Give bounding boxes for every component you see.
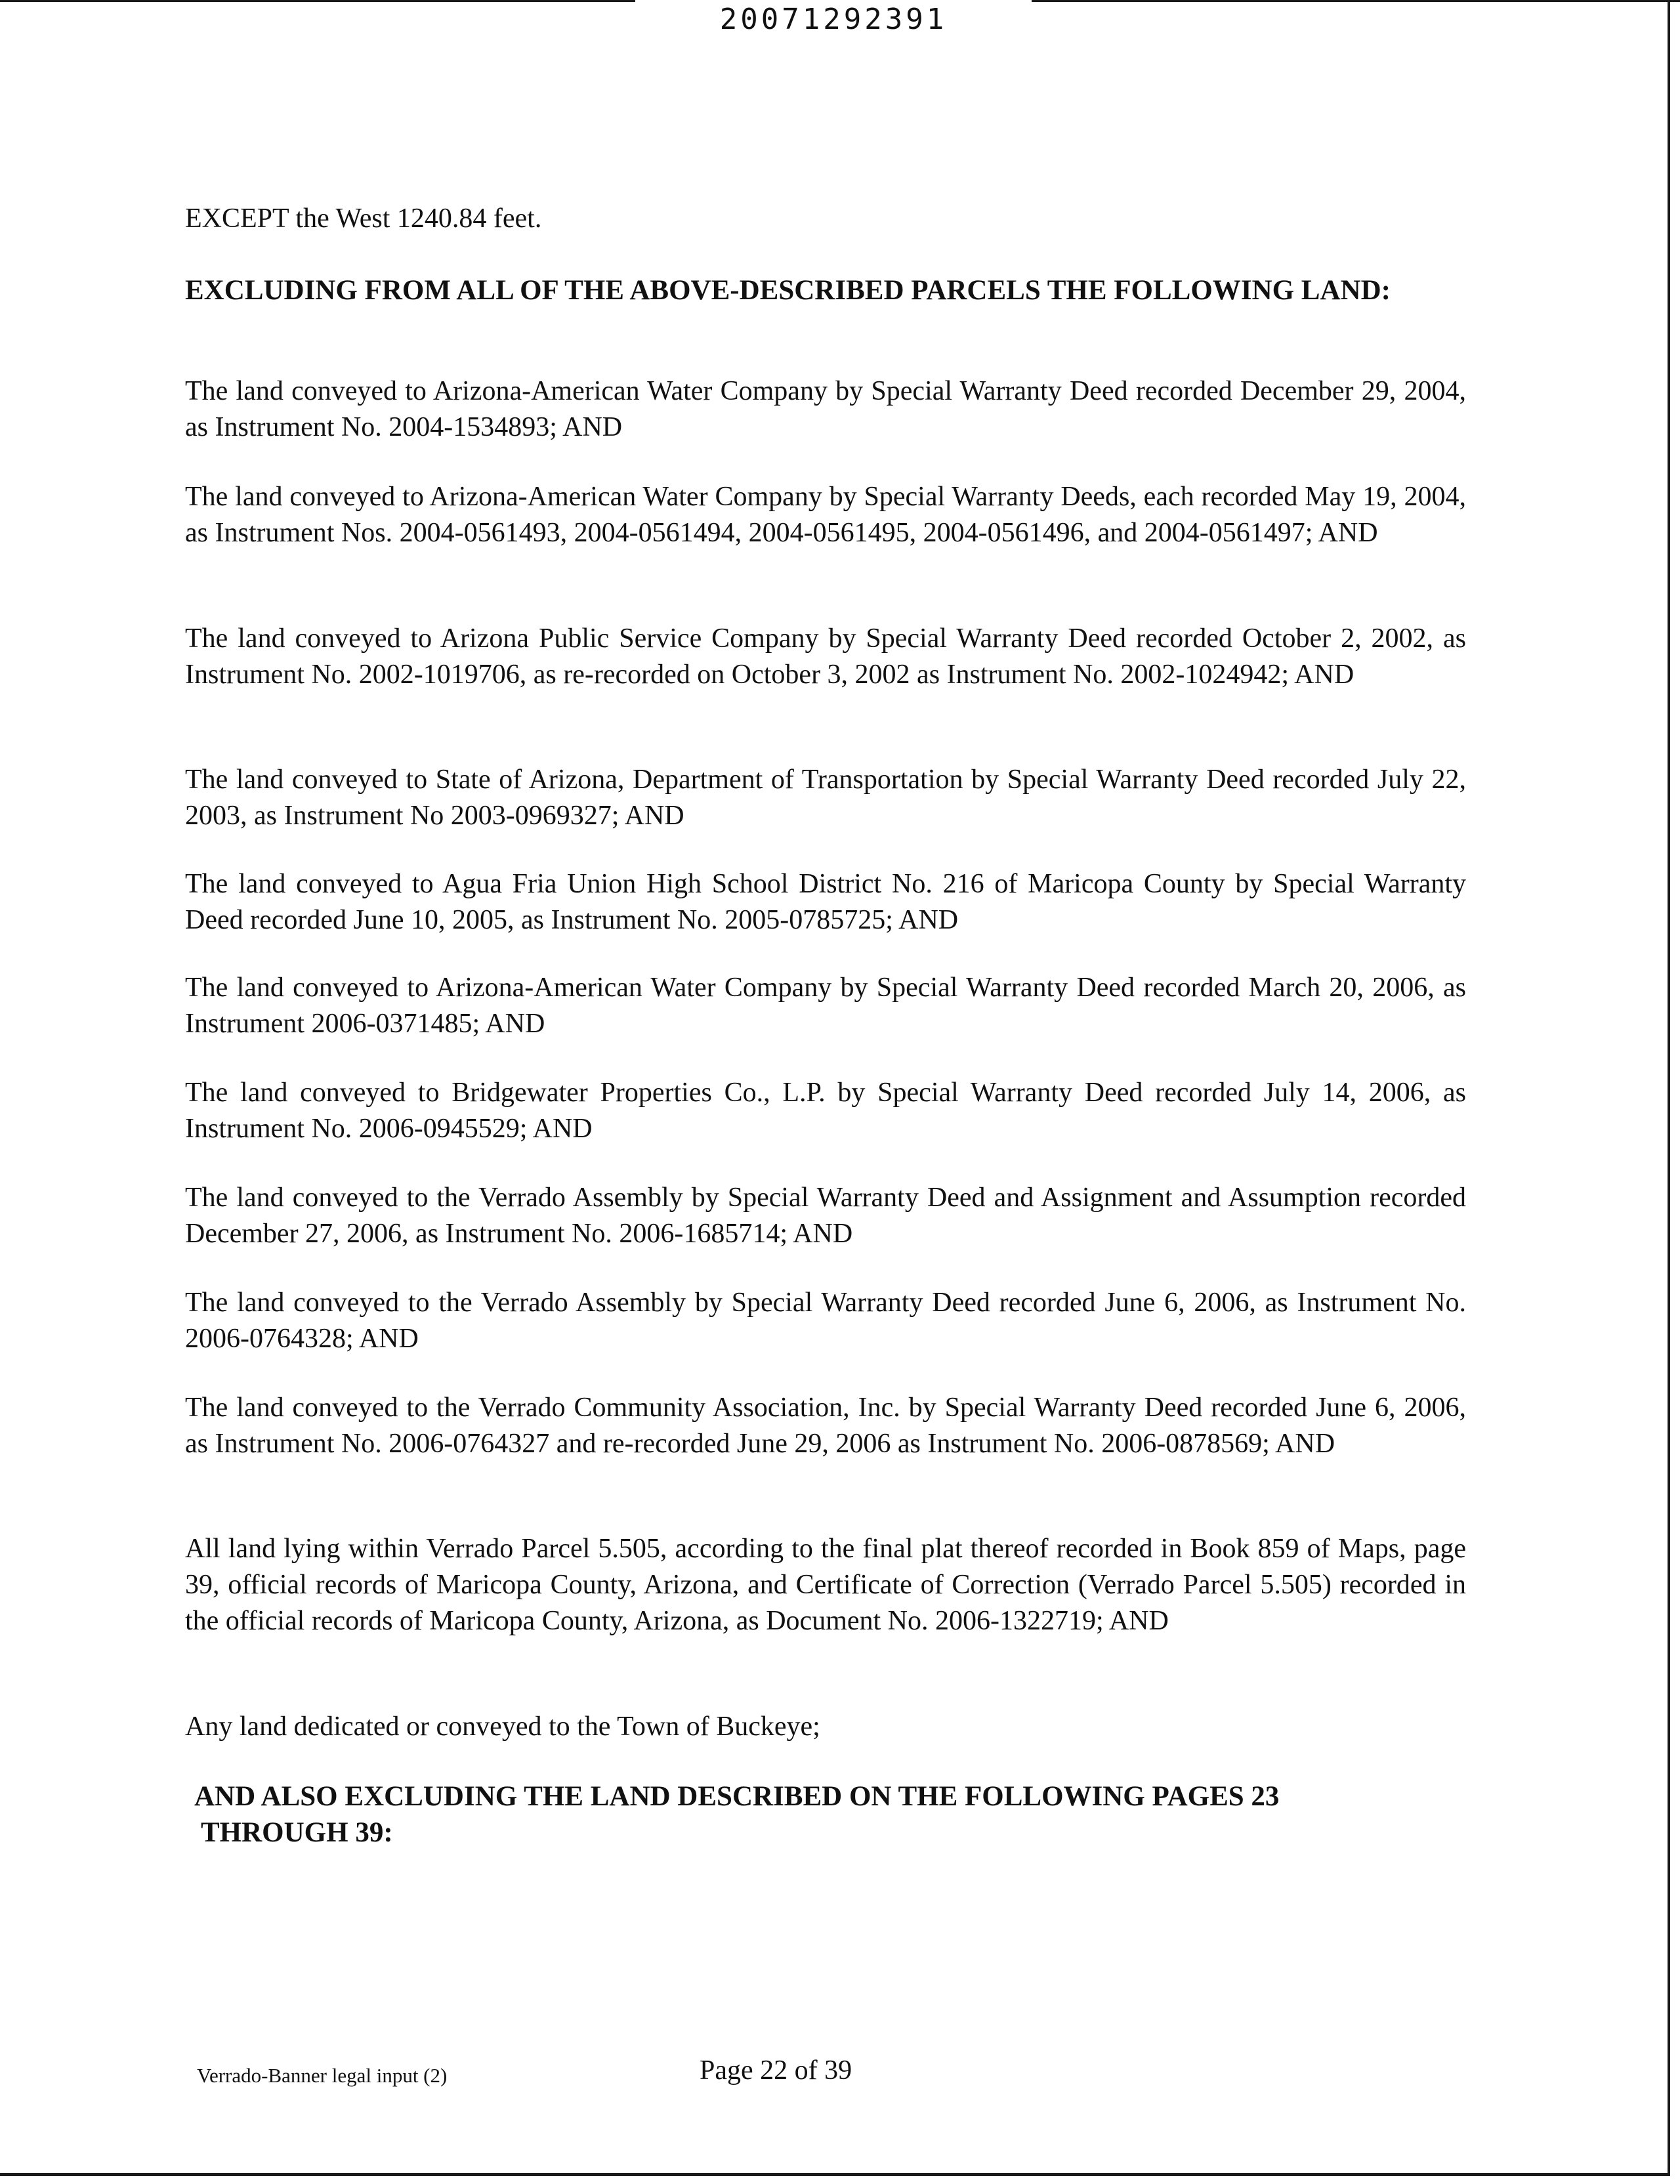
record-number: 20071292391: [719, 3, 948, 36]
closing-heading-line1: AND ALSO EXCLUDING THE LAND DESCRIBED ON THE FOLLOWING PAGES 23: [194, 1781, 1280, 1812]
paragraph-state-of-arizona: The land conveyed to State of Arizona, Department of Transportation by Special Warranty Deed recorded July 22, 2003, as Instrument No 2003-0969327; AND: [185, 765, 1466, 831]
bottom-border: [0, 2173, 1670, 2176]
except-line: EXCEPT the West 1240.84 feet.: [185, 203, 542, 234]
paragraph-verrado-community: The land conveyed to the Verrado Community Association, Inc. by Special Warranty Deed recorded June 6, 2006, as Instrument No. 2006-0764327 and re-recorded June 29, 2006 as Instrument No. 2006-0878569; AND: [185, 1393, 1466, 1459]
footer-document-name: Verrado-Banner legal input (2): [197, 2064, 448, 2087]
footer-page-number: Page 22 of 39: [700, 2055, 852, 2086]
excluding-heading: EXCLUDING FROM ALL OF THE ABOVE-DESCRIBED PARCELS THE FOLLOWING LAND:: [185, 275, 1391, 306]
paragraph-arizona-american-2004: The land conveyed to Arizona-American Water Company by Special Warranty Deed recorded December 29, 2004, as Instrument No. 2004-1534893; AND: [185, 376, 1466, 442]
paragraph-arizona-american-2006: The land conveyed to Arizona-American Water Company by Special Warranty Deed recorded March 20, 2006, as Instrument 2006-0371485; AND: [185, 973, 1466, 1039]
paragraph-verrado-parcel: All land lying within Verrado Parcel 5.505, according to the final plat thereof recorded in Book 859 of Maps, page 39, official records of Maricopa County, Arizona, and Certificate of Correction (Verrado Parcel 5.505) recorded in the official records of Maricopa County, Arizona, as Document No. 2006-1322719; AND: [185, 1534, 1466, 1636]
paragraph-verrado-assembly-june: The land conveyed to the Verrado Assembly by Special Warranty Deed recorded June 6, 2006, as Instrument No. 2006-0764328; AND: [185, 1288, 1466, 1354]
right-border: [1668, 0, 1670, 2174]
paragraph-bridgewater: The land conveyed to Bridgewater Properties Co., L.P. by Special Warranty Deed recorded July 14, 2006, as Instrument No. 2006-0945529; AND: [185, 1078, 1466, 1144]
paragraph-agua-fria: The land conveyed to Agua Fria Union High School District No. 216 of Maricopa County by Special Warranty Deed recorded June 10, 2005, as Instrument No. 2005-0785725; AND: [185, 869, 1466, 935]
paragraph-verrado-assembly-assignment: The land conveyed to the Verrado Assembly by Special Warranty Deed and Assignment and Assumption recorded December 27, 2006, as Instrument No. 2006-1685714; AND: [185, 1183, 1466, 1249]
paragraph-arizona-public-service: The land conveyed to Arizona Public Service Company by Special Warranty Deed recorded October 2, 2002, as Instrument No. 2002-1019706, as re-recorded on October 3, 2002 as Instrument No. 2002-1024942; AND: [185, 623, 1466, 690]
closing-heading-line2: THROUGH 39:: [201, 1817, 393, 1848]
paragraph-arizona-american-deeds: The land conveyed to Arizona-American Water Company by Special Warranty Deeds, each recorded May 19, 2004, as Instrument Nos. 2004-0561493, 2004-0561494, 2004-0561495, 2004-0561496, and 2004-0561497; AND: [185, 482, 1466, 548]
paragraph-town-of-buckeye: Any land dedicated or conveyed to the Town of Buckeye;: [185, 1712, 820, 1742]
